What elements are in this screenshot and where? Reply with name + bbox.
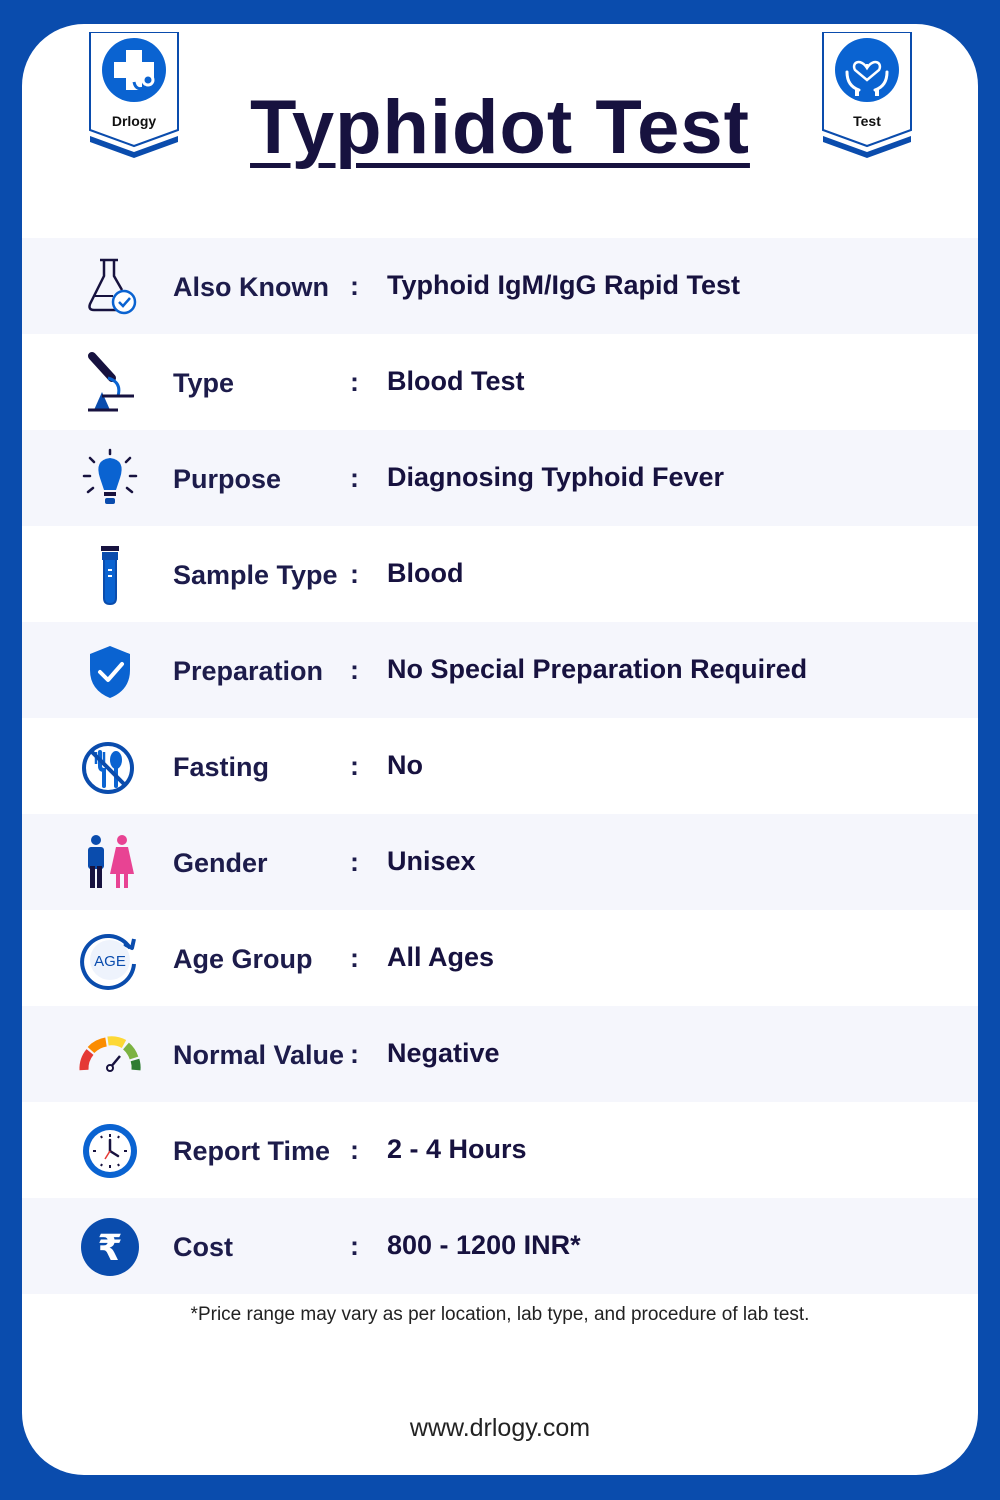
row-label: Gender: [173, 848, 268, 878]
row-label: Sample Type: [173, 560, 338, 590]
rupee-icon-text: ₹: [97, 1228, 123, 1269]
hands-heart-icon: [821, 32, 913, 158]
row-label: Type: [173, 368, 235, 398]
row-colon: :: [350, 943, 359, 973]
rupee-icon: [78, 1216, 142, 1278]
microscope-icon: [78, 352, 142, 414]
info-table: [22, 238, 978, 1294]
title-text: Typhidot Test: [250, 85, 750, 170]
row-label: Age Group: [173, 944, 313, 974]
row-value: Diagnosing Typhoid Fever: [387, 462, 725, 492]
gauge-icon: [78, 1024, 142, 1086]
row-colon: :: [350, 559, 359, 589]
row-label: Cost: [173, 1232, 233, 1262]
shield-check-icon: [78, 640, 142, 702]
lab-flask-icon: [78, 256, 142, 318]
info-card: [22, 24, 978, 1475]
test-tube-icon: [78, 544, 142, 606]
age-icon: [78, 928, 142, 990]
row-value: 800 - 1200 INR*: [387, 1230, 581, 1260]
row-value: Blood Test: [387, 366, 525, 396]
row-age-group: [22, 910, 978, 1006]
row-colon: :: [350, 1231, 359, 1261]
row-colon: :: [350, 463, 359, 493]
row-colon: :: [350, 751, 359, 781]
row-fasting: [22, 718, 978, 814]
badge-label-left: Drlogy: [111, 113, 157, 129]
row-also-known: [22, 238, 978, 334]
row-value: No Special Preparation Required: [387, 654, 808, 684]
row-value: Typhoid IgM/IgG Rapid Test: [387, 270, 740, 300]
row-label: Report Time: [173, 1136, 331, 1166]
row-label: Also Known: [173, 272, 329, 302]
row-gender: [22, 814, 978, 910]
row-label: Normal Value: [173, 1040, 345, 1070]
row-normal-value: [22, 1006, 978, 1102]
row-colon: :: [350, 847, 359, 877]
test-badge: [821, 32, 913, 158]
male-female-icon: [78, 832, 142, 894]
clock-icon: [78, 1120, 142, 1182]
row-label: Purpose: [173, 464, 282, 494]
age-icon-text: AGE: [94, 953, 126, 970]
row-value: All Ages: [387, 942, 495, 972]
row-value: No: [387, 750, 423, 780]
no-eating-icon: [78, 736, 142, 798]
row-value: Unisex: [387, 846, 476, 876]
website-url[interactable]: www.drlogy.com: [409, 1414, 591, 1442]
row-value: Blood: [387, 558, 464, 588]
light-bulb-icon: [78, 448, 142, 510]
row-value: 2 - 4 Hours: [387, 1134, 527, 1164]
row-label: Preparation: [173, 656, 324, 686]
row-label: Fasting: [173, 752, 270, 782]
price-note: *Price range may vary as per location, lab type, and procedure of lab test.: [190, 1304, 810, 1325]
row-cost: [22, 1198, 978, 1294]
row-colon: :: [350, 655, 359, 685]
row-sample-type: [22, 526, 978, 622]
row-preparation: [22, 622, 978, 718]
row-value: Negative: [387, 1038, 500, 1068]
row-colon: :: [350, 1039, 359, 1069]
badge-label-right: Test: [853, 113, 881, 129]
row-type: [22, 334, 978, 430]
row-colon: :: [350, 1135, 359, 1165]
row-colon: :: [350, 367, 359, 397]
row-colon: :: [350, 271, 359, 301]
row-purpose: [22, 430, 978, 526]
row-report-time: [22, 1102, 978, 1198]
